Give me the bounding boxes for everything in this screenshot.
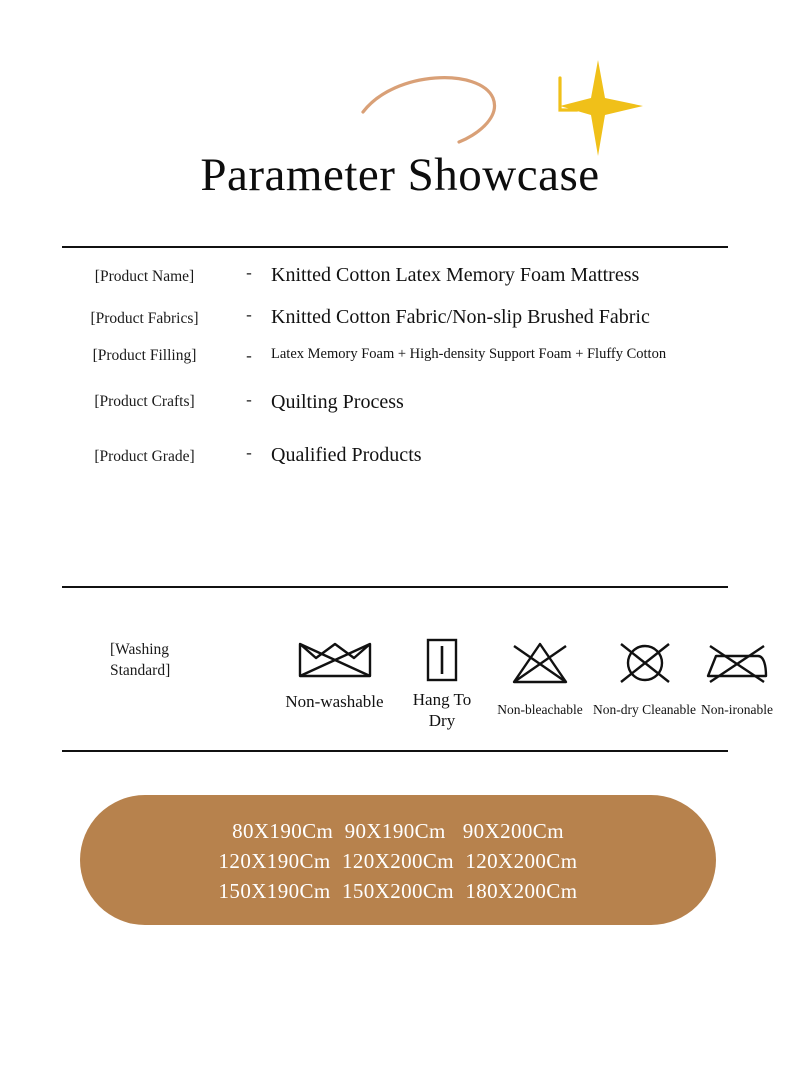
washing-item-caption: Non-bleachable [497, 702, 583, 717]
spec-row [62, 262, 752, 288]
spec-dash: - [246, 345, 252, 365]
spec-value: Knitted Cotton Fabric/Non-slip Brushed Fabric [271, 306, 650, 329]
washing-standard-section [62, 628, 773, 740]
divider-middle [62, 586, 728, 588]
size-line: 150X190Cm 150X200Cm 180X200Cm [218, 878, 578, 903]
page-title: Parameter Showcase [200, 149, 600, 201]
size-line: 80X190Cm 90X190Cm 90X200Cm [232, 819, 564, 843]
spec-dash: - [246, 305, 252, 325]
non-washable-icon [267, 634, 402, 686]
divider-top [62, 246, 728, 248]
spec-row [62, 345, 752, 367]
spec-row [62, 389, 752, 415]
spec-label: [Product Crafts] [94, 393, 195, 411]
washing-item [267, 634, 402, 713]
spec-dash: - [246, 390, 252, 410]
spec-list [62, 262, 752, 468]
washing-item-caption: Non-dry Cleanable [592, 702, 697, 717]
spec-dash: - [246, 263, 252, 282]
non-ironable-icon [677, 640, 797, 692]
spec-value: Quilting Process [271, 391, 404, 414]
washing-item-caption: Hang To Dry [412, 690, 472, 730]
spec-label: [Product Grade] [94, 447, 195, 465]
spec-row [62, 442, 752, 468]
sizes-list [80, 817, 716, 906]
sizes-pill [80, 795, 716, 925]
spec-label: [Product Filling] [92, 346, 197, 364]
spec-dash: - [246, 442, 252, 462]
spec-label: [Product Fabrics] [90, 310, 199, 328]
spec-value: Knitted Cotton Latex Memory Foam Mattress [271, 264, 640, 286]
washing-standard-label: [Washing Standard] [110, 641, 171, 679]
washing-item-caption: Non-washable [285, 692, 384, 711]
washing-icon-list [257, 628, 773, 740]
divider-bottom [62, 750, 728, 752]
hang-to-dry-icon [399, 634, 485, 686]
washing-item [399, 634, 485, 731]
size-line: 120X190Cm 120X200Cm 120X200Cm [218, 848, 578, 873]
spec-value: Latex Memory Foam + High-density Support Foam + Fluffy Cotton [271, 345, 667, 362]
spec-label: [Product Name] [94, 268, 195, 285]
spec-value: Qualified Products [271, 443, 422, 466]
washing-item-caption: Non-ironable [701, 702, 773, 717]
washing-item [677, 640, 797, 718]
spec-row [62, 304, 752, 330]
